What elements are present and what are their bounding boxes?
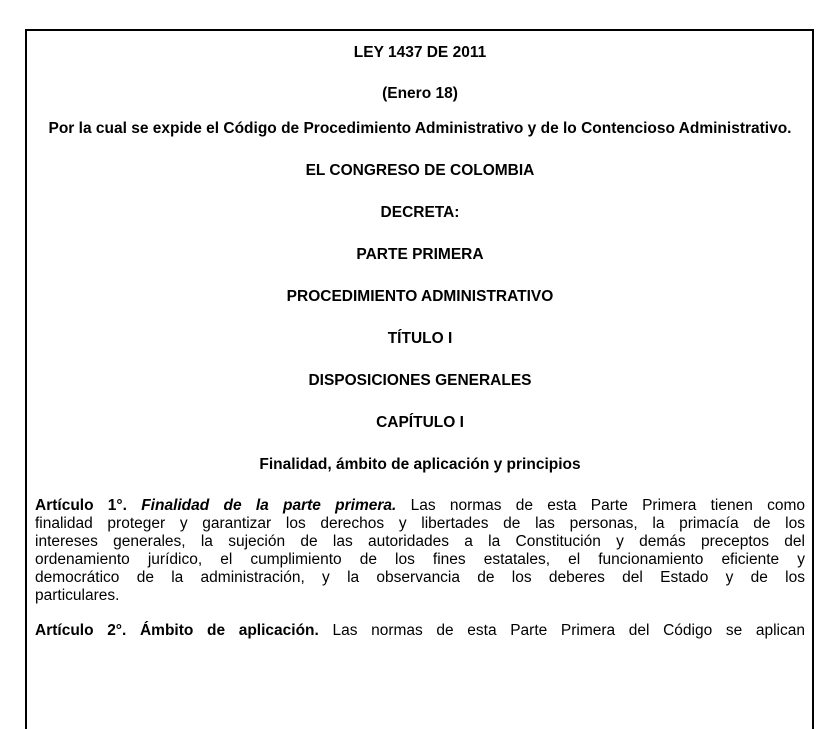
article-1 [35, 497, 805, 605]
article-2 [35, 622, 805, 640]
article-1-line-4: ordenamiento jurídico, el cumplimiento de los fines estatales, el funcionamiento eficiente y [35, 551, 805, 568]
law-title: LEY 1437 DE 2011 [353, 44, 487, 61]
law-date: (Enero 18) [382, 85, 458, 102]
title-name-heading: DISPOSICIONES GENERALES [308, 372, 532, 389]
article-1-line-1 [35, 497, 805, 515]
article-2-text-1: Las normas de esta Parte Primera del Código se aplican [318, 622, 805, 639]
part-heading: PARTE PRIMERA [356, 246, 484, 263]
decree-heading: DECRETA: [380, 204, 460, 221]
article-1-text-1: Las normas de esta Parte Primera tienen como [396, 497, 805, 514]
article-1-title: Finalidad de la parte primera. [141, 497, 397, 514]
article-1-line-5: democrático de la administración, y la observancia de los deberes del Estado y de los [35, 569, 805, 586]
document-body [35, 44, 805, 657]
part-name-heading: PROCEDIMIENTO ADMINISTRATIVO [286, 288, 554, 305]
article-1-label: Artículo 1°. [35, 497, 127, 514]
title-heading: TÍTULO I [387, 330, 453, 347]
article-2-title: Ámbito de aplicación. [139, 622, 319, 639]
article-2-line-1 [35, 622, 805, 640]
article-1-line-3: intereses generales, la sujeción de las autoridades a la Constitución y demás preceptos del [35, 533, 805, 550]
article-1-line-2: finalidad proteger y garantizar los derechos y libertades de las personas, la primacía de los [35, 515, 805, 532]
chapter-heading: CAPÍTULO I [376, 414, 464, 431]
law-subtitle: Por la cual se expide el Código de Procedimiento Administrativo y de lo Contencioso Administrativo. [48, 120, 792, 137]
chapter-name-heading: Finalidad, ámbito de aplicación y principios [259, 456, 581, 473]
article-1-line-6: particulares. [35, 587, 120, 604]
issuer: EL CONGRESO DE COLOMBIA [305, 162, 535, 179]
article-2-label: Artículo 2°. [35, 622, 127, 639]
